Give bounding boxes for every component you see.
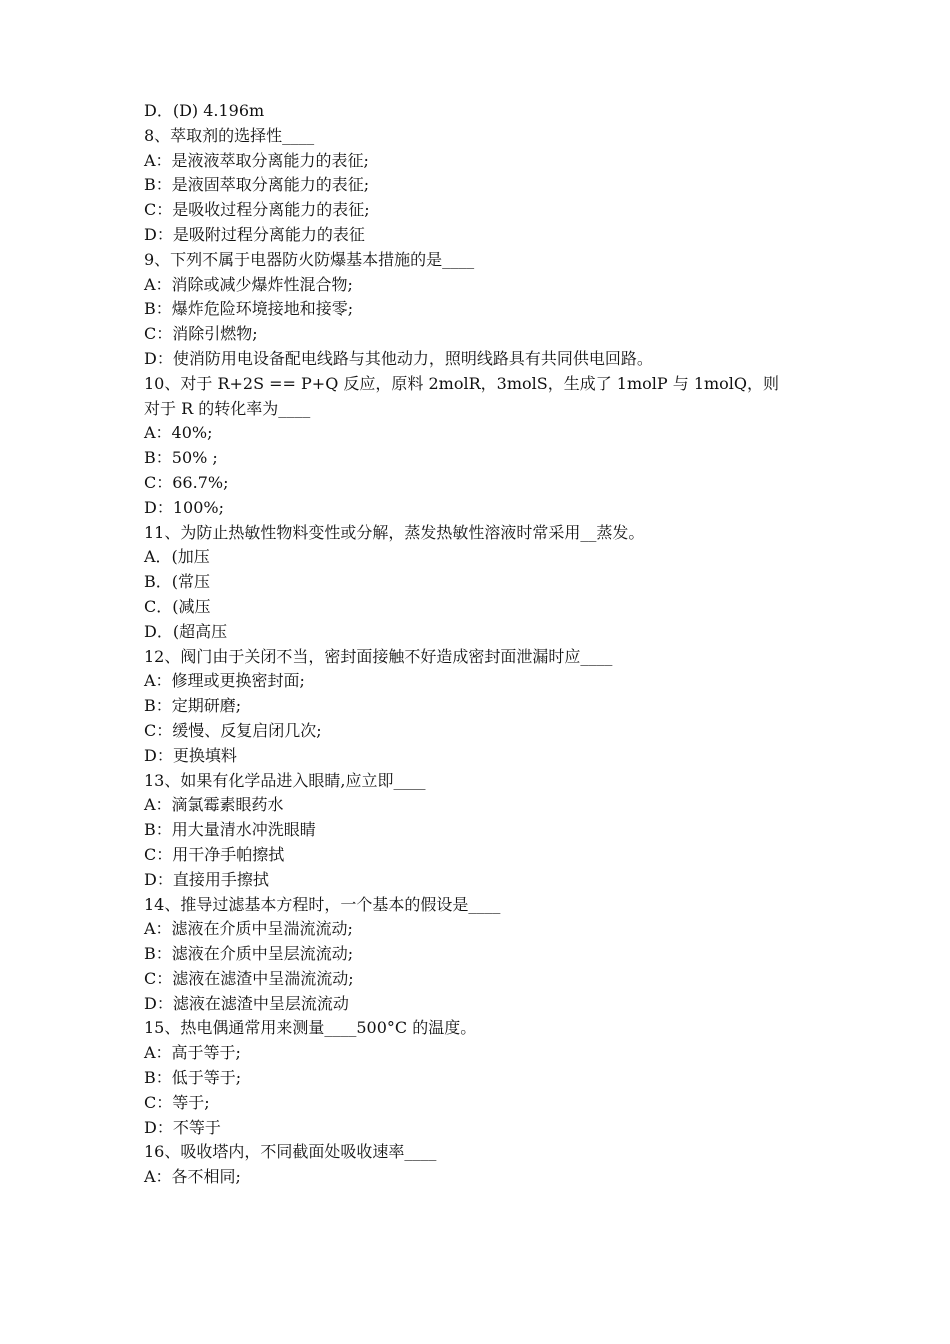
option-line: C．(减压 <box>144 596 211 616</box>
option-line: A：消除或减少爆炸性混合物; <box>144 274 353 294</box>
option-line: A：滤液在介质中呈湍流流动; <box>144 919 353 939</box>
text-line: D．(D) 4.196m <box>144 101 265 120</box>
document-text <box>144 99 824 1190</box>
question-13: 13、如果有化学品进入眼睛,应立即____ <box>144 770 426 790</box>
option-line: B．(常压 <box>144 572 211 592</box>
question-15: 15、热电偶通常用来测量____500°C 的温度。 <box>144 1018 477 1038</box>
option-line: A．(加压 <box>144 547 210 567</box>
option-line: B：是液固萃取分离能力的表征; <box>144 175 370 195</box>
option-line: C：66.7%; <box>144 472 229 492</box>
question-8: 8、萃取剂的选择性____ <box>144 125 315 145</box>
option-line: D：不等于 <box>144 1117 221 1137</box>
question-9: 9、下列不属于电器防火防爆基本措施的是____ <box>144 249 475 269</box>
question-16: 16、吸收塔内，不同截面处吸收速率____ <box>144 1142 437 1162</box>
question-10: 10、对于 R+2S == P+Q 反应，原料 2molR，3molS，生成了 1molP 与 1molQ，则 <box>144 373 780 393</box>
option-line: B：爆炸危险环境接地和接零; <box>144 299 354 319</box>
option-line: D．(超高压 <box>144 621 228 641</box>
option-line: C：等于; <box>144 1092 210 1112</box>
option-line: D：使消防用电设备配电线路与其他动力，照明线路具有共同供电回路。 <box>144 348 653 368</box>
option-line: A：高于等于; <box>144 1043 241 1063</box>
option-line: A：各不相同; <box>144 1167 241 1187</box>
option-line: A：是液液萃取分离能力的表征; <box>144 150 369 170</box>
option-line: C：消除引燃物; <box>144 324 258 344</box>
option-line: C：滤液在滤渣中呈湍流流动; <box>144 968 354 988</box>
option-line: A：40%; <box>144 423 213 443</box>
option-line: B：定期研磨; <box>144 696 242 716</box>
question-12: 12、阀门由于关闭不当，密封面接触不好造成密封面泄漏时应____ <box>144 646 613 666</box>
option-line: A：修理或更换密封面; <box>144 671 305 691</box>
question-14: 14、推导过滤基本方程时，一个基本的假设是____ <box>144 894 501 914</box>
option-line: B：低于等于; <box>144 1068 242 1088</box>
option-line: D：更换填料 <box>144 745 237 765</box>
option-line: C：用干净手帕擦拭 <box>144 844 285 864</box>
option-line: C：是吸收过程分离能力的表征; <box>144 200 370 220</box>
option-line: B：滤液在介质中呈层流流动; <box>144 944 354 964</box>
option-line: D：是吸附过程分离能力的表征 <box>144 224 365 244</box>
option-line: D：滤液在滤渣中呈层流流动 <box>144 993 349 1013</box>
question-11: 11、为防止热敏性物料变性或分解，蒸发热敏性溶液时常采用__蒸发。 <box>144 522 645 542</box>
question-10-continued: 对于 R 的转化率为____ <box>144 398 311 418</box>
option-line: B：用大量清水冲洗眼睛 <box>144 820 316 840</box>
option-line: D：100%; <box>144 497 224 517</box>
option-line: D：直接用手擦拭 <box>144 869 269 889</box>
option-line: A：滴氯霉素眼药水 <box>144 795 284 815</box>
option-line: B：50% ; <box>144 448 218 468</box>
option-line: C：缓慢、反复启闭几次; <box>144 720 322 740</box>
